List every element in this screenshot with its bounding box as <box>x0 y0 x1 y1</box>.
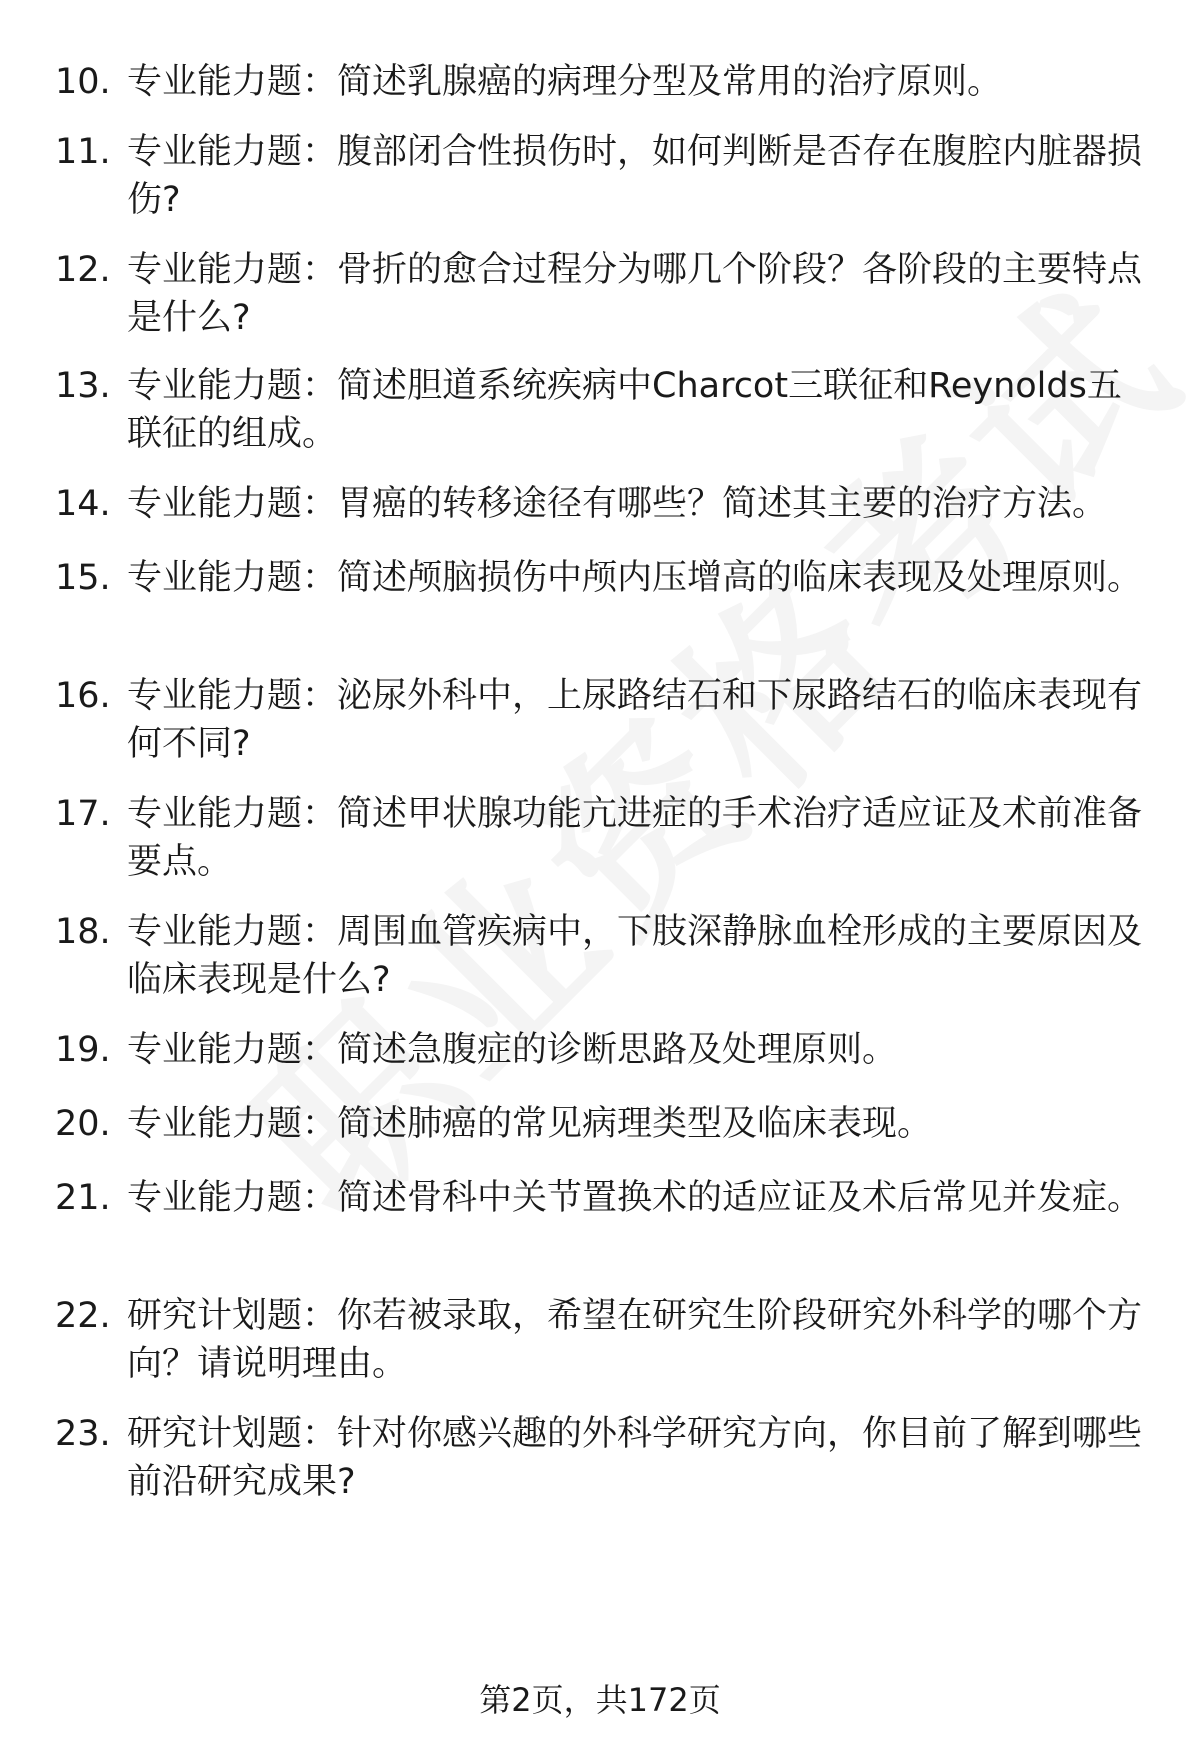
question-item <box>55 1410 1155 1506</box>
question-number: 16. <box>55 676 111 716</box>
question-text: 研究计划题：针对你感兴趣的外科学研究方向，你目前了解到哪些前沿研究成果? <box>127 1414 1143 1502</box>
question-text: 专业能力题：泌尿外科中，上尿路结石和下尿路结石的临床表现有何不同? <box>127 676 1143 764</box>
question-item <box>55 362 1155 458</box>
question-item <box>55 554 1155 602</box>
question-number: 23. <box>55 1414 111 1454</box>
question-number: 14. <box>55 484 111 524</box>
question-number: 10. <box>55 62 111 102</box>
question-number: 19. <box>55 1030 111 1070</box>
question-number: 21. <box>55 1178 111 1218</box>
question-number: 17. <box>55 794 111 834</box>
question-text: 研究计划题：你若被录取，希望在研究生阶段研究外科学的哪个方向？请说明理由。 <box>127 1296 1143 1384</box>
question-number: 15. <box>55 558 111 598</box>
question-text: 专业能力题：简述骨科中关节置换术的适应证及术后常见并发症。 <box>127 1178 1143 1218</box>
question-number: 12. <box>55 250 111 290</box>
question-item <box>55 790 1155 886</box>
question-text: 专业能力题：简述乳腺癌的病理分型及常用的治疗原则。 <box>127 62 1003 102</box>
question-text: 专业能力题：简述甲状腺功能亢进症的手术治疗适应证及术前准备要点。 <box>127 794 1143 882</box>
question-item <box>55 1026 1155 1074</box>
question-number: 13. <box>55 366 111 406</box>
question-text: 专业能力题：简述急腹症的诊断思路及处理原则。 <box>127 1030 898 1070</box>
question-item <box>55 480 1155 528</box>
question-text: 专业能力题：胃癌的转移途径有哪些？简述其主要的治疗方法。 <box>127 484 1108 524</box>
question-number: 11. <box>55 132 111 172</box>
question-item <box>55 908 1155 1004</box>
question-item <box>55 1292 1155 1388</box>
question-text: 专业能力题：腹部闭合性损伤时，如何判断是否存在腹腔内脏器损伤? <box>127 132 1143 220</box>
question-item <box>55 128 1155 224</box>
question-text: 专业能力题：周围血管疾病中，下肢深静脉血栓形成的主要原因及临床表现是什么? <box>127 912 1143 1000</box>
question-item <box>55 58 1155 106</box>
question-text: 专业能力题：简述颅脑损伤中颅内压增高的临床表现及处理原则。 <box>127 558 1143 598</box>
question-item <box>55 246 1155 342</box>
question-text: 专业能力题：简述肺癌的常见病理类型及临床表现。 <box>127 1104 933 1144</box>
question-text: 专业能力题：骨折的愈合过程分为哪几个阶段？各阶段的主要特点是什么? <box>127 250 1143 338</box>
page-number: 第2页，共172页 <box>479 1681 721 1719</box>
question-number: 20. <box>55 1104 111 1144</box>
question-text: 专业能力题：简述胆道系统疾病中Charcot三联征和Reynolds五联征的组成。 <box>127 366 1122 454</box>
question-item <box>55 672 1155 768</box>
question-item <box>55 1100 1155 1148</box>
question-item <box>55 1174 1155 1222</box>
question-number: 18. <box>55 912 111 952</box>
question-number: 22. <box>55 1296 111 1336</box>
